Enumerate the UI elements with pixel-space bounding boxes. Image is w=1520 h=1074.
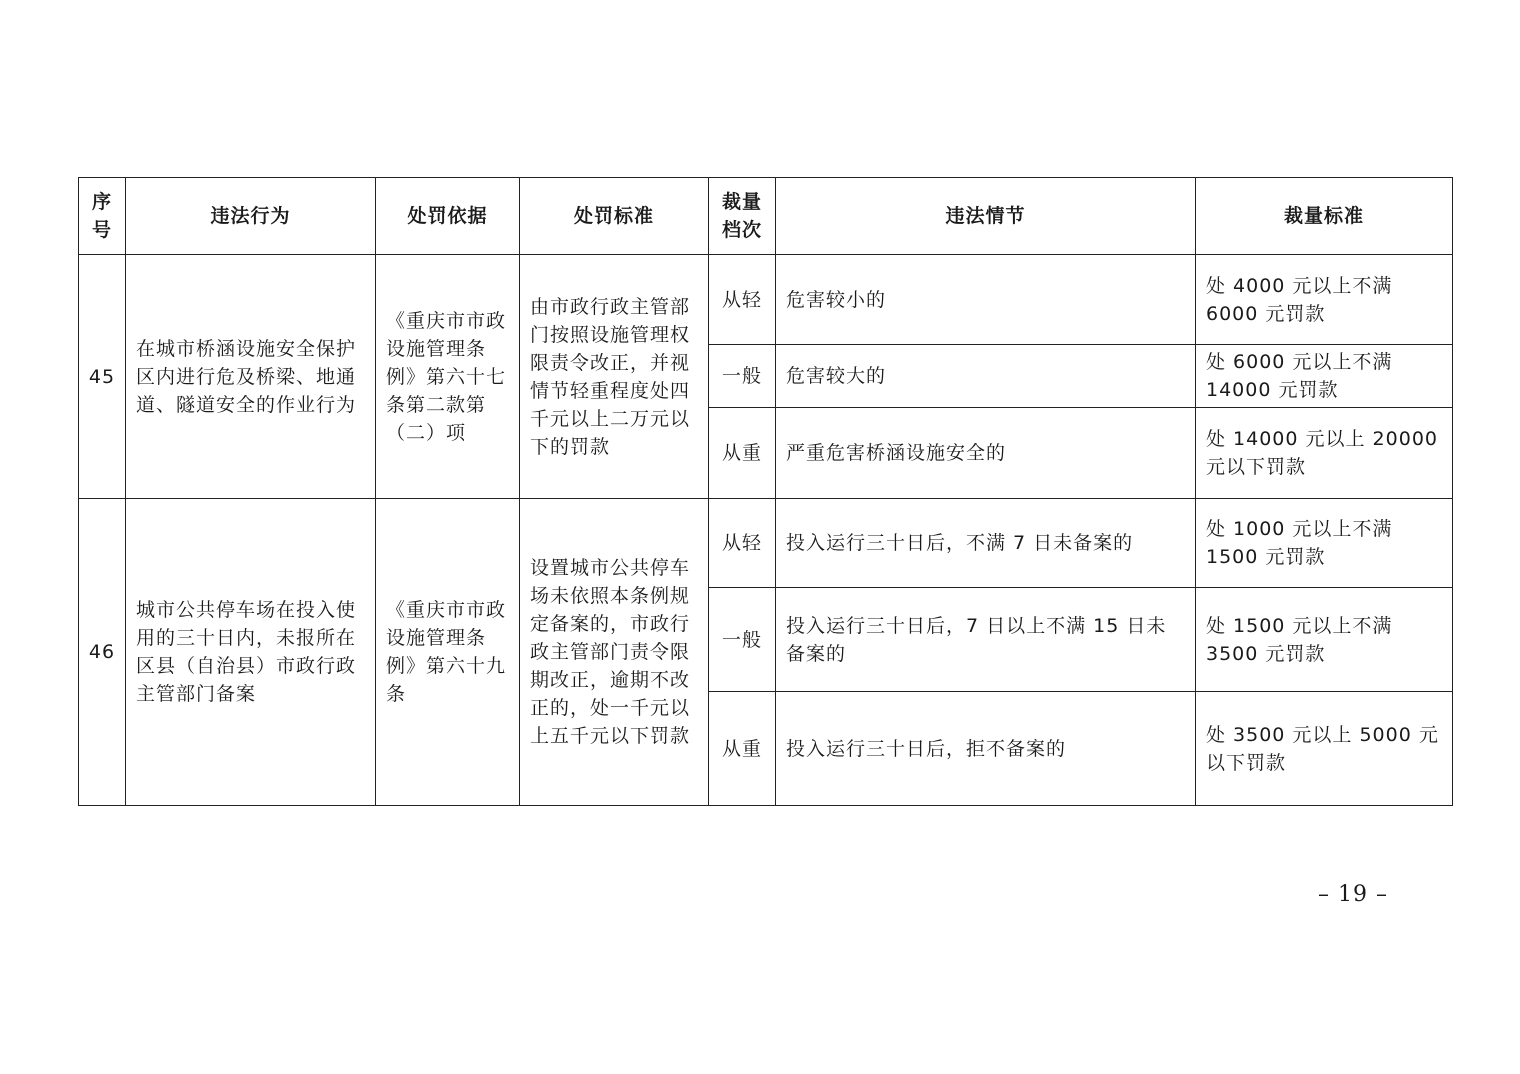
- penalty-standard: 设置城市公共停车场未依照本条例规定备案的，市政行政主管部门责令限期改正，逾期不改正的，处一千元以上五千元以下罚款: [520, 499, 709, 806]
- discretion-level: 从轻: [709, 499, 776, 588]
- table-header-row: [79, 178, 1453, 255]
- discretion-standard: 处 3500 元以上 5000 元以下罚款: [1196, 692, 1453, 806]
- violation-circumstance: 投入运行三十日后，不满 7 日未备案的: [776, 499, 1196, 588]
- row-number: 45: [79, 255, 126, 499]
- discretion-level: 从轻: [709, 255, 776, 345]
- violation-circumstance: 投入运行三十日后，拒不备案的: [776, 692, 1196, 806]
- header-circumstance: 违法情节: [776, 178, 1196, 255]
- header-basis: 处罚依据: [376, 178, 520, 255]
- header-behavior: 违法行为: [126, 178, 376, 255]
- discretion-level: 一般: [709, 345, 776, 408]
- penalty-basis: 《重庆市市政设施管理条例》第六十九条: [376, 499, 520, 806]
- violation-circumstance: 危害较大的: [776, 345, 1196, 408]
- header-level: 裁量档次: [709, 178, 776, 255]
- discretion-level: 从重: [709, 408, 776, 499]
- penalty-basis: 《重庆市市政设施管理条例》第六十七条第二款第（二）项: [376, 255, 520, 499]
- discretion-standard: 处 1000 元以上不满 1500 元罚款: [1196, 499, 1453, 588]
- discretion-standard: 处 14000 元以上 20000 元以下罚款: [1196, 408, 1453, 499]
- violation-circumstance: 危害较小的: [776, 255, 1196, 345]
- row-number: 46: [79, 499, 126, 806]
- discretion-level: 一般: [709, 588, 776, 692]
- header-standard: 处罚标准: [520, 178, 709, 255]
- discretion-standard: 处 4000 元以上不满 6000 元罚款: [1196, 255, 1453, 345]
- discretion-standard: 处 6000 元以上不满 14000 元罚款: [1196, 345, 1453, 408]
- violation-circumstance: 严重危害桥涵设施安全的: [776, 408, 1196, 499]
- table-row: [79, 499, 1453, 588]
- header-no: 序号: [79, 178, 126, 255]
- page-number: – 19 –: [1318, 882, 1388, 907]
- violation-circumstance: 投入运行三十日后，7 日以上不满 15 日未备案的: [776, 588, 1196, 692]
- discretion-standard: 处 1500 元以上不满 3500 元罚款: [1196, 588, 1453, 692]
- violation-behavior: 在城市桥涵设施安全保护区内进行危及桥梁、地通道、隧道安全的作业行为: [126, 255, 376, 499]
- penalty-discretion-table: [78, 177, 1453, 806]
- table-row: [79, 255, 1453, 345]
- header-discretion: 裁量标准: [1196, 178, 1453, 255]
- violation-behavior: 城市公共停车场在投入使用的三十日内，未报所在区县（自治县）市政行政主管部门备案: [126, 499, 376, 806]
- discretion-level: 从重: [709, 692, 776, 806]
- penalty-standard: 由市政行政主管部门按照设施管理权限责令改正，并视情节轻重程度处四千元以上二万元以下的罚款: [520, 255, 709, 499]
